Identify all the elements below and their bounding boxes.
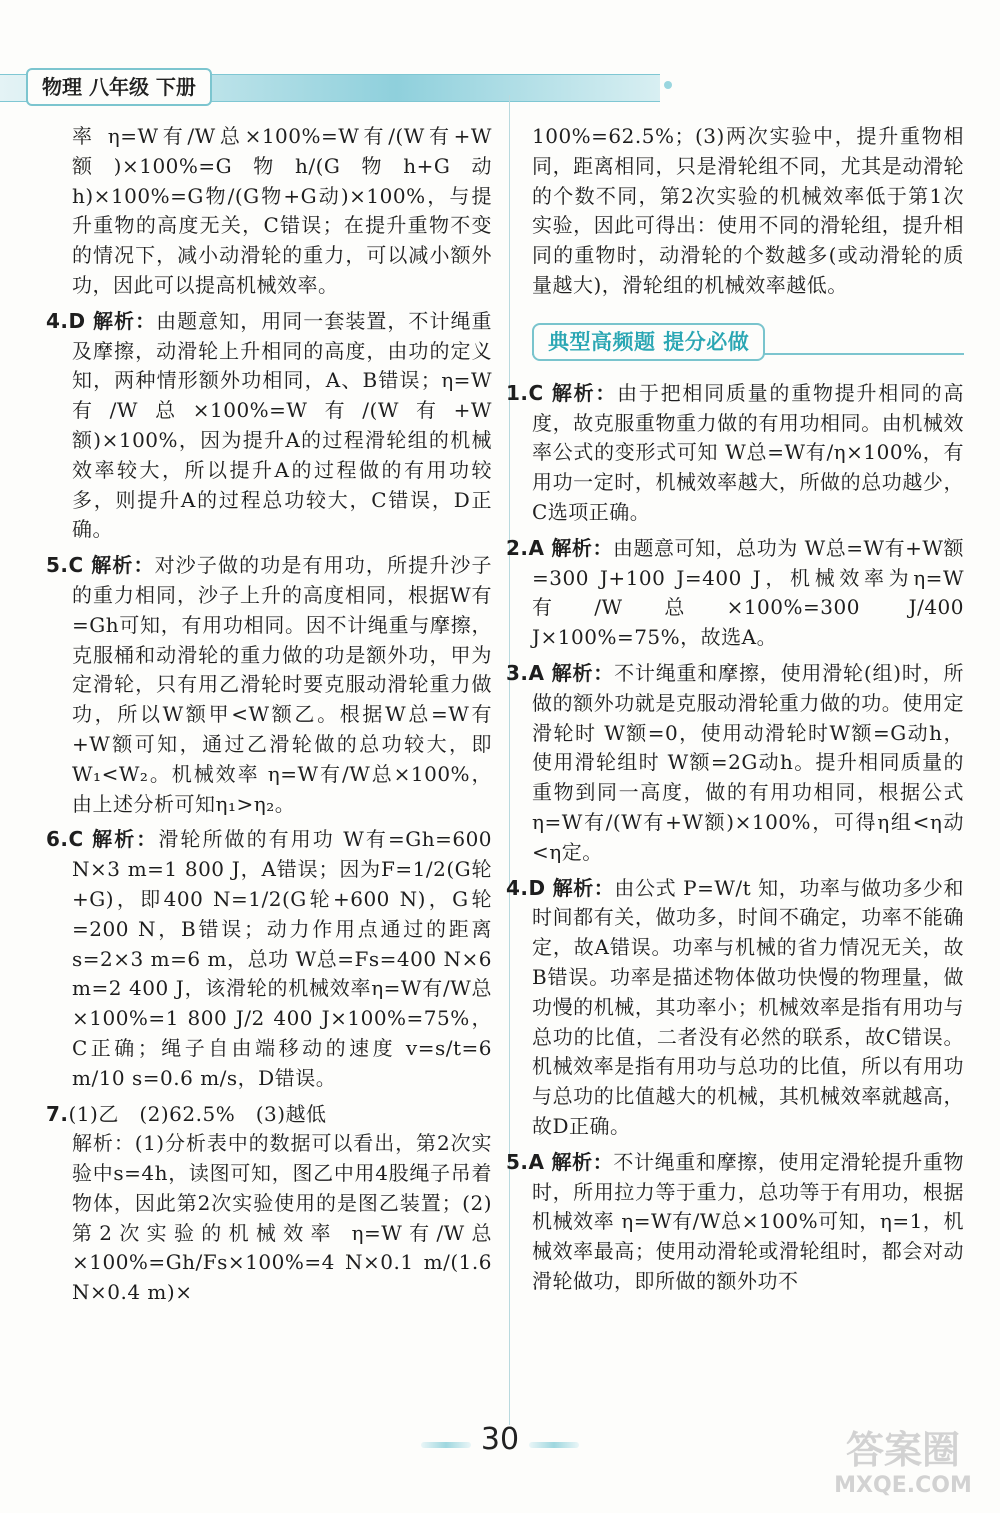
answer-text: 由于把相同质量的重物提升相同的高度，故克服重物重力做的有用功相同。由机械效率公式的变形式可知 W总=W有/η×100%，有用功一定时，机械效率越大，所做的总功越少，C选项正确。	[532, 380, 965, 524]
answer-item-6	[46, 825, 493, 1093]
footer-ornament-right	[529, 1442, 579, 1448]
section-heading	[532, 323, 964, 363]
answer-number: 6.C	[46, 827, 84, 852]
answer-text: 不计绳重和摩擦，使用滑轮(组)时，所做的额外功就是克服动滑轮重力做的功。使用定滑轮时 W额=0，使用动滑轮时W额=G动h，使用滑轮组时 W额=2G动h。提升相同质量的重物到同一高度，做的有用功相同，根据公式η=W有/(W有+W额)×100%，可得η组<η动<η定。	[532, 660, 965, 864]
answer-number: 5.A	[506, 1149, 545, 1174]
answer-item-4	[46, 307, 493, 545]
left-column	[46, 122, 493, 1308]
answer-number: 2.A	[506, 535, 545, 560]
column-divider	[509, 95, 510, 1425]
answer-7-analysis	[72, 1129, 492, 1308]
analysis-label: 解析：	[551, 380, 618, 405]
answer-item-5	[46, 551, 493, 819]
watermark-text: 答案圈	[845, 1428, 960, 1472]
analysis-label: 解析：	[72, 1131, 135, 1156]
footer-ornament-left	[421, 1442, 471, 1448]
analysis-label: 解析：	[551, 660, 615, 685]
answer-text: (1)分析表中的数据可以看出，第2次实验中s=4h，读图可知，图乙中用4股绳子吊着物体，因此第2次实验使用的是图乙装置；(2)第2次实验的机械效率 η=W有/W总×100%=Gh/Fs×100%=4 N×0.1 m/(1.6 N×0.4 m)×	[72, 1131, 493, 1305]
analysis-label: 解析：	[91, 553, 155, 578]
answer-text: 不计绳重和摩擦，使用定滑轮提升重物时，所用拉力等于重力，总功等于有用功，根据机械效率 η=W有/W总×100%可知，η=1，机械效率最高；使用动滑轮或滑轮组时，都会对动滑轮做功，即所做的额外功不	[532, 1149, 965, 1293]
practice-item-5	[506, 1148, 965, 1297]
watermark-url: MXQE.COM	[834, 1473, 972, 1498]
answer-text: 滑轮所做的有用功 W有=Gh=600 N×3 m=1 800 J，A错误；因为F=1/2(G轮+G)，即400 N=1/2(G轮+600 N)，G轮=200 N，B错误；动力作用点通过的距离 s=2×3 m=6 m，总功 W总=Fs=400 N×6 m=2 400 J，该滑轮的机械效率η=W有/W总×100%=1 800 J/2 400 J×100%=75%，C正确；绳子自由端移动的速度 v=s/t=6 m/10 s=0.6 m/s，D错误。	[72, 827, 493, 1090]
answer-number: 7.	[46, 1101, 69, 1126]
answer-text: 由题意知，用同一套装置，不计绳重及摩擦，动滑轮上升相同的高度，由功的定义知，两种情形额外功相同，A、B错误；η=W有/W总×100%=W有/(W有+W额)×100%，因为提升A的过程滑轮组的机械效率较大，所以提升A的过程做的有用功较多，则提升A的过程总功较大，C错误，D正确。	[72, 308, 493, 542]
practice-item-2	[506, 534, 964, 653]
practice-item-1	[506, 379, 965, 528]
answer-text: 由公式 P=W/t 知，功率与做功多少和时间都有关，做功多，时间不确定，功率不能确定，故A错误。功率与机械的省力情况无关，故B错误。功率是描述物体做功快慢的物理量，做功慢的机械，其功率小；机械效率是指有用功与总功的比值，二者没有必然的联系，故C错误。机械效率是指有用功与总功的比值，所以有用功与总功的比值越大的机械，其机械效率就越高，故D正确。	[532, 875, 965, 1138]
analysis-label: 解析：	[93, 308, 157, 333]
right-column	[506, 122, 965, 1297]
answer-number: 5.C	[46, 553, 84, 578]
analysis-label: 解析：	[551, 1149, 614, 1174]
answer-number: 3.A	[506, 660, 545, 685]
page-number: 30	[480, 1422, 520, 1457]
analysis-label: 解析：	[552, 875, 615, 900]
section-title: 典型高频题 提分必做	[532, 323, 765, 361]
answer-text: (1)乙 (2)62.5% (3)越低	[68, 1101, 327, 1126]
answer-item-7	[46, 1100, 492, 1130]
practice-item-3	[506, 659, 965, 868]
watermark-logo	[828, 1428, 978, 1506]
analysis-label: 解析：	[92, 827, 159, 852]
answer-number: 1.C	[506, 380, 544, 405]
left-intro-text: 率 η=W有/W总×100%=W有/(W有+W额)×100%=G物h/(G物h+G动h)×100%=G物/(G物+G动)×100%，与提升重物的高度无关，C错误；在提升重物不变的情况下，减小动滑轮的重力，可以减小额外功，因此可以提高机械效率。	[72, 124, 492, 297]
page-header	[0, 60, 680, 118]
practice-item-4	[506, 874, 965, 1142]
right-continuation-text: 100%=62.5%；(3)两次实验中，提升重物相同，距离相同，只是滑轮组不同，尤其是动滑轮的个数不同，第2次实验的机械效率低于第1次实验，因此可得出：使用不同的滑轮组，提升相同的重物时，动滑轮的个数越多(或动滑轮的质量越大)，滑轮组的机械效率越低。	[532, 124, 964, 297]
answer-text: 对沙子做的功是有用功，所提升沙子的重力相同，沙子上升的高度相同，根据W有=Gh可知，有用功相同。因不计绳重与摩擦，克服桶和动滑轮的重力做的功是额外功，甲为定滑轮，只有用乙滑轮时要克服动滑轮重力做功，所以W额甲<W额乙。根据W总=W有+W额可知，通过乙滑轮做的总功较大，即W₁<W₂。机械效率 η=W有/W总×100%，由上述分析可知η₁>η₂。	[72, 553, 493, 816]
header-dot	[664, 81, 672, 89]
answer-number: 4.D	[46, 308, 86, 333]
answer-number: 4.D	[506, 875, 546, 900]
answer-text: 由题意可知，总功为 W总=W有+W额=300 J+100 J=400 J，机械效率为η=W有/W总×100%=300 J/400 J×100%=75%，故选A。	[532, 535, 964, 650]
book-title: 物理 八年级 下册	[26, 68, 212, 106]
analysis-label: 解析：	[551, 535, 613, 560]
